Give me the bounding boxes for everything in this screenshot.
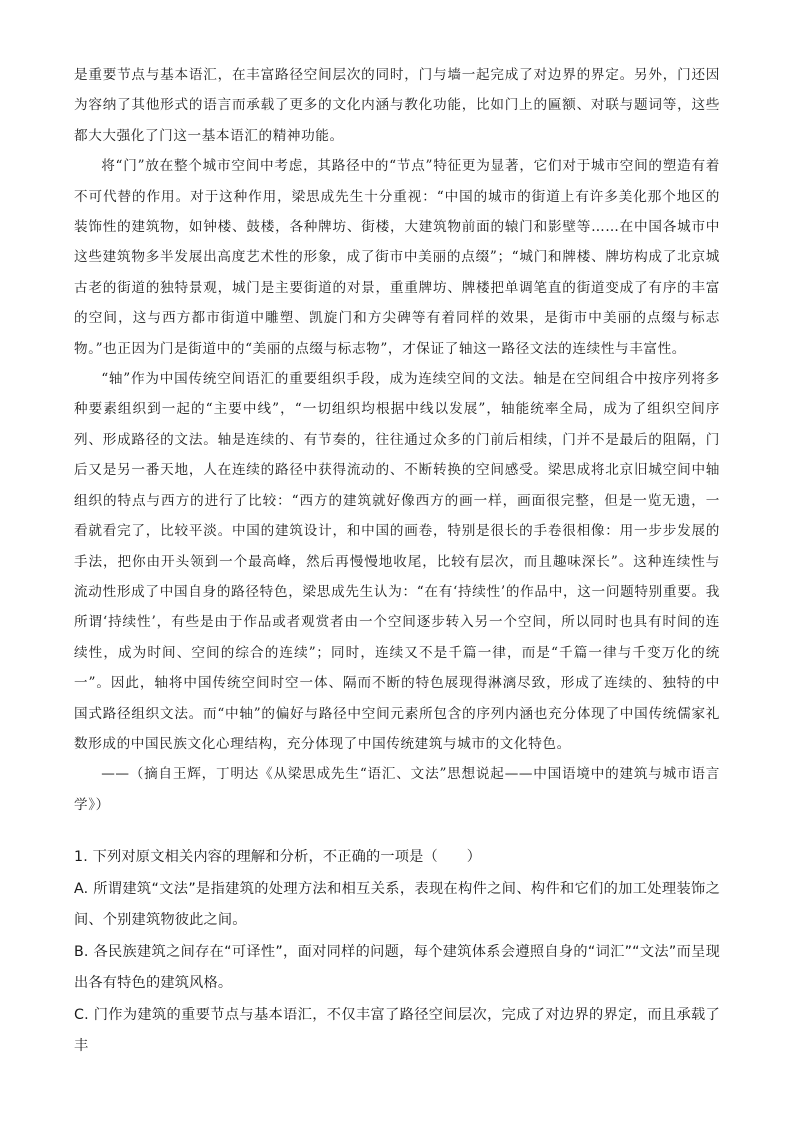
question-stem: 1. 下列对原文相关内容的理解和分析，不正确的一项是（ ） [74,849,482,865]
option-a: A. 所谓建筑“文法”是指建筑的处理方法和相互关系，表现在构件之间、构件和它们的加工处理装饰之间、个别建筑物彼此之间。 [74,880,720,928]
question-block [74,842,720,1063]
option-b: B. 各民族建筑之间存在“可译性”，面对同样的问题，每个建筑体系会遵照自身的“词汇”“文法”而呈现出各有特色的建筑风格。 [74,943,720,991]
reading-passage [74,60,720,820]
passage-source-citation: ——（摘自王辉，丁明达《从梁思成先生“语汇、文法”思想说起——中国语境中的建筑与城市语言学》） [74,766,720,813]
passage-paragraph-1: 是重要节点与基本语汇，在丰富路径空间层次的同时，门与墙一起完成了对边界的界定。另外，门还因为容纳了其他形式的语言而承载了更多的文化内涵与教化功能，比如门上的匾额、对联与题词等，这些都大大强化了门这一基本语汇的精神功能。 [74,67,720,144]
passage-paragraph-3: “轴”作为中国传统空间语汇的重要组织手段，成为连续空间的文法。轴是在空间组合中按序列将多种要素组织到一起的“主要中线”，“一切组织均根据中线以发展”，轴能统率全局，成为了组织空间序列、形成路径的文法。轴是连续的、有节奏的，往往通过众多的门前后相续，门并不是最后的阻隔，门后又是另一番天地，人在连续的路径中获得流动的、不断转换的空间感受。梁思成将北京旧城空间中轴组织的特点与西方的进行了比较：“西方的建筑就好像西方的画一样，画面很完整，但是一览无遗，一看就看完了，比较平淡。中国的建筑设计，和中国的画卷，特别是很长的手卷很相像：用一步步发展的手法，把你由开头领到一个最高峰，然后再慢慢地收尾，比较有层次，而且趣味深长”。这种连续性与流动性形成了中国自身的路径特色，梁思成先生认为：“在有‘持续性’的作品中，这一问题特别重要。我所谓‘持续性’，有些是由于作品或者观赏者由一个空间逐步转入另一个空间，所以同时也具有时间的连续性，成为时间、空间的综合的连续”；同时，连续又不是千篇一律，而是“千篇一律与千变万化的统一”。因此，轴将中国传统空间时空一体、隔而不断的特色展现得淋漓尽致，形成了连续的、独特的中国式路径组织文法。而“中轴”的偏好与路径中空间元素所包含的序列内涵也充分体现了中国传统儒家礼数形成的中国民族文化心理结构，充分体现了中国传统建筑与城市的文化特色。 [74,371,720,752]
option-c: C. 门作为建筑的重要节点与基本语汇，不仅丰富了路径空间层次，完成了对边界的界定，而且承载了丰 [74,1006,720,1054]
passage-paragraph-2: 将“门”放在整个城市空间中考虑，其路径中的“节点”特征更为显著，它们对于城市空间的塑造有着不可代替的作用。对于这种作用，梁思成先生十分重视：“中国的城市的街道上有许多美化那个地区的装饰性的建筑物，如钟楼、鼓楼，各种牌坊、街楼，大建筑物前面的辕门和影壁等……在中国各城市中这些建筑物多半发展出高度艺术性的形象，成了街市中美丽的点缀”；“城门和牌楼、牌坊构成了北京城古老的街道的独特景观，城门是主要街道的对景，重重牌坊、牌楼把单调笔直的街道变成了有序的丰富的空间，这与西方都市街道中雕塑、凯旋门和方尖碑等有着同样的效果，是街市中美丽的点缀与标志物。”也正因为门是街道中的“美丽的点缀与标志物”，才保证了轴这一路径文法的连续性与丰富性。 [74,158,720,357]
